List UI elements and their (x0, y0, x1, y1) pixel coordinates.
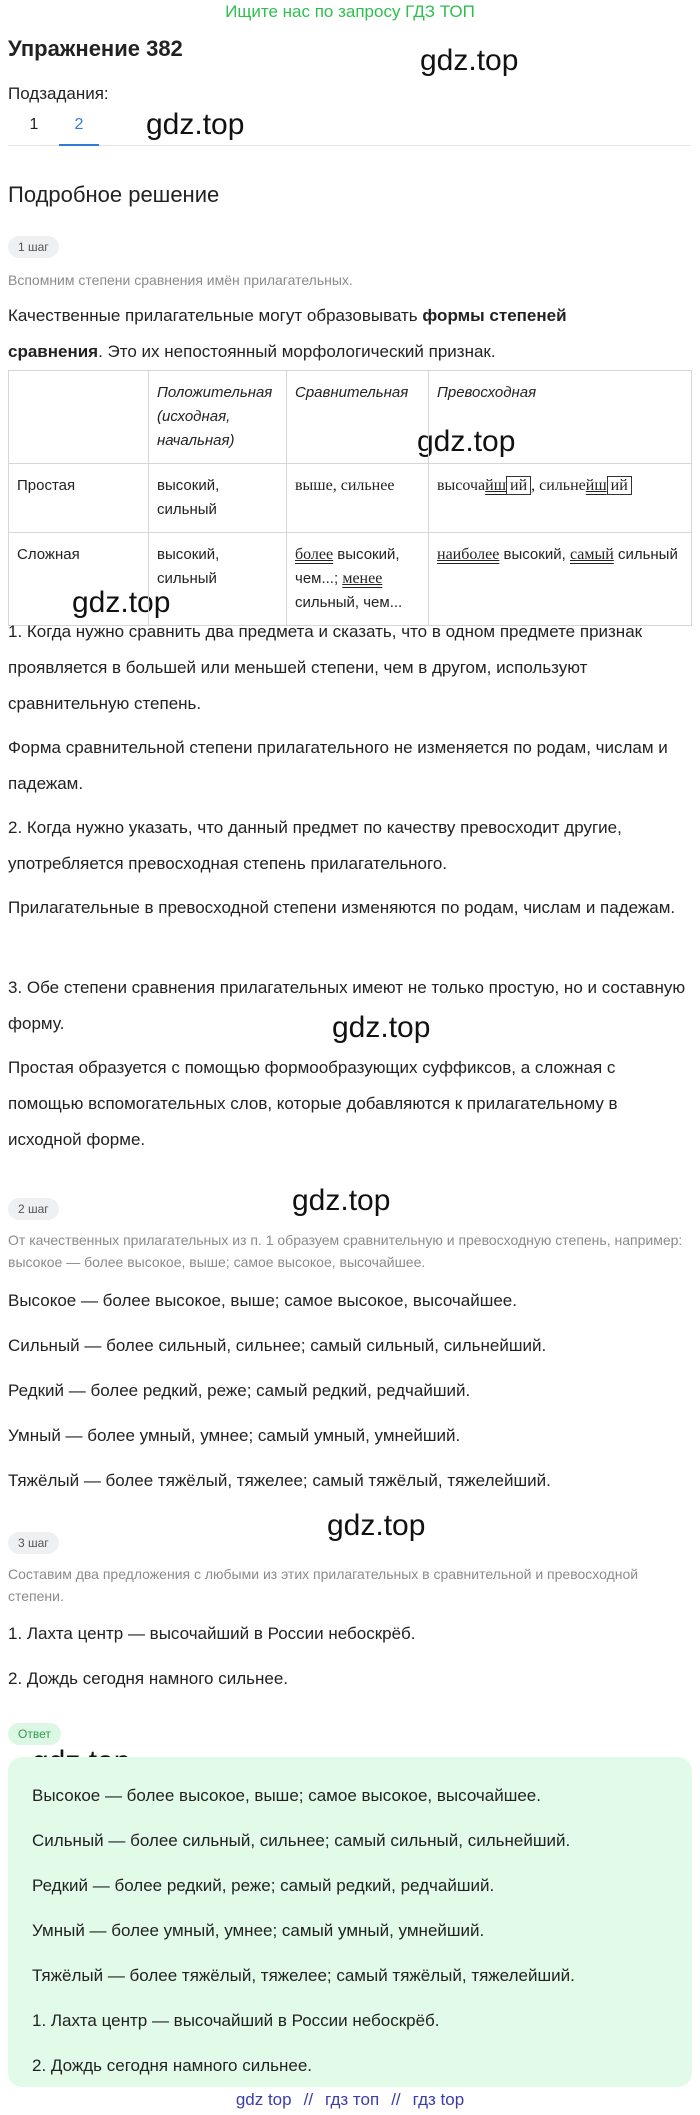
result-line: Тяжёлый — более тяжёлый, тяжелее; самый тяжёлый, тяжелейший. (8, 1471, 551, 1490)
result-line: Редкий — более редкий, реже; самый редкий, редчайший. (8, 1381, 471, 1400)
footer-link[interactable]: гдз top (412, 2090, 465, 2109)
footer-separator: // (303, 2090, 314, 2109)
sentence-line: 1. Лахта центр — высочайший в России небоскрёб. (8, 1624, 416, 1643)
answer-line: Тяжёлый — более тяжёлый, тяжелее; самый тяжёлый, тяжелейший. (32, 1966, 575, 1985)
section-title: Подробное решение (8, 182, 220, 207)
table-cell: высокий, сильный (149, 533, 287, 626)
watermark: gdz.top (327, 1509, 426, 1542)
footer-links (0, 2090, 700, 2110)
table-cell: более высокий, чем...; менее сильный, чем... (287, 533, 429, 626)
explanation-paragraph: 2. Когда нужно указать, что данный предмет по качеству превосходит другие, употребляется превосходная степень прилагательного. (8, 818, 622, 873)
watermark: gdz.top (417, 425, 516, 458)
table-header (9, 371, 149, 464)
step-badge: 3 шаг (8, 1532, 59, 1554)
answer-line: Редкий — более редкий, реже; самый редкий, редчайший. (32, 1876, 495, 1895)
watermark: gdz.top (292, 1184, 391, 1217)
subtask-tabs (8, 112, 690, 146)
table-cell: наиболее высокий, самый сильный (429, 533, 692, 626)
step-hint: Составим два предложения с любыми из этих прилагательных в сравнительной и превосходной степени. (8, 1566, 639, 1604)
table-row-label: Простая (9, 464, 149, 533)
subtask-tab-2[interactable]: 2 (59, 116, 99, 146)
intro-paragraph: Качественные прилагательные могут образовывать формы степеней сравнения. Это их непостоянный морфологический признак. (8, 306, 567, 361)
step-badge: 2 шаг (8, 1198, 59, 1220)
footer-link[interactable]: гдз топ (325, 2090, 380, 2109)
watermark: gdz.top (146, 108, 245, 141)
answer-badge: Ответ (8, 1723, 61, 1745)
search-banner: Ищите нас по запросу ГДЗ ТОП (225, 2, 475, 21)
result-line: Умный — более умный, умнее; самый умный, умнейший. (8, 1426, 461, 1445)
result-line: Высокое — более высокое, выше; самое высокое, высочайшее. (8, 1291, 517, 1310)
table-cell: высокий, сильный (149, 464, 287, 533)
step-hint: Вспомним степени сравнения имён прилагательных. (8, 272, 353, 288)
table-header: Сравнительная (287, 371, 429, 464)
table-cell: выше, сильнее (287, 464, 429, 533)
explanation-paragraph: Прилагательные в превосходной степени изменяются по родам, числам и падежам. (8, 898, 676, 917)
step-hint: От качественных прилагательных из п. 1 образуем сравнительную и превосходную степень, например: высокое — более высокое, выше; самое высокое, высочайшее. (8, 1232, 683, 1270)
explanation-paragraph: 3. Обе степени сравнения прилагательных имеют не только простую, но и составную форму. (8, 978, 686, 1033)
table-header: Превосходная (429, 371, 692, 464)
watermark: gdz.top (420, 44, 519, 77)
footer-link[interactable]: gdz top (235, 2090, 292, 2109)
answer-line: Сильный — более сильный, сильнее; самый сильный, сильнейший. (32, 1831, 571, 1850)
answer-line: Умный — более умный, умнее; самый умный, умнейший. (32, 1921, 485, 1940)
comparison-table (8, 370, 692, 626)
table-header: Положительная (исходная, начальная) (149, 371, 287, 464)
result-line: Сильный — более сильный, сильнее; самый сильный, сильнейший. (8, 1336, 547, 1355)
watermark: gdz.top (72, 586, 171, 619)
table-cell: высочайш ий , сильнейш ий (429, 464, 692, 533)
subtask-tab-1[interactable]: 1 (29, 116, 39, 133)
answer-line: 2. Дождь сегодня намного сильнее. (32, 2056, 313, 2075)
table-row-label: Сложная (9, 533, 149, 626)
footer-separator: // (391, 2090, 401, 2109)
explanation-paragraph: Простая образуется с помощью формообразующих суффиксов, а сложная с помощью вспомогательных слов, которые добавляются к прилагательному в исходной форме. (8, 1058, 618, 1149)
step-badge: 1 шаг (8, 236, 59, 258)
explanation-paragraph: Форма сравнительной степени прилагательного не изменяется по родам, числам и падежам. (8, 738, 668, 793)
subtasks-label: Подзадания: (8, 84, 109, 103)
exercise-title: Упражнение 382 (8, 36, 183, 61)
sentence-line: 2. Дождь сегодня намного сильнее. (8, 1669, 289, 1688)
explanation-paragraph: 1. Когда нужно сравнить два предмета и сказать, что в одном предмете признак проявляется в большей или меньшей степени, чем в другом, используют сравнительную степень. (8, 622, 643, 713)
watermark: gdz.top (332, 1011, 431, 1044)
answer-line: 1. Лахта центр — высочайший в России небоскрёб. (32, 2011, 440, 2030)
answer-line: Высокое — более высокое, выше; самое высокое, высочайшее. (32, 1786, 541, 1805)
